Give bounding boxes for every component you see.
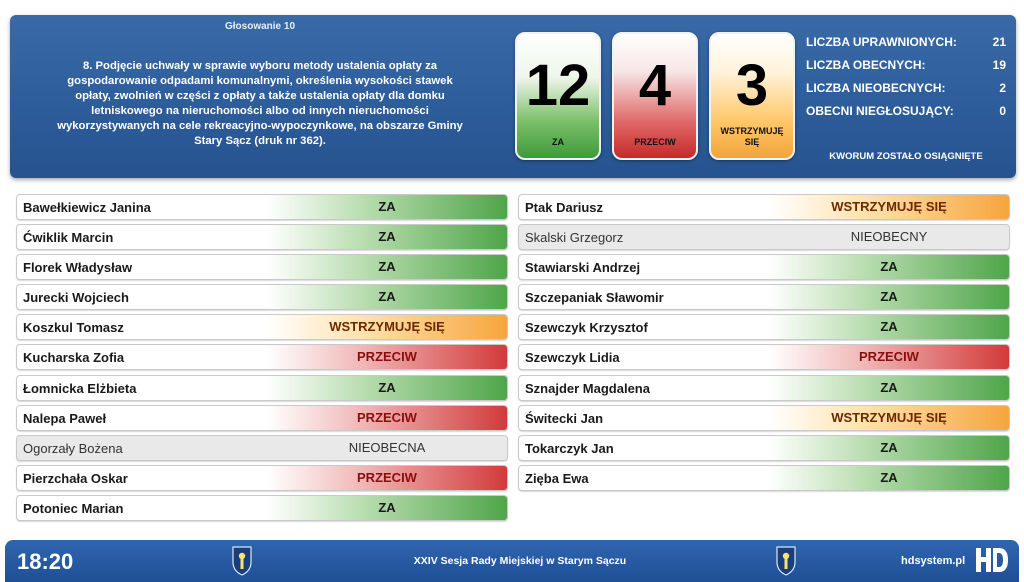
vote-value: ZA: [769, 376, 1009, 400]
stat-row: [806, 104, 1006, 127]
stat-value: 19: [992, 58, 1006, 72]
vote-value: WSTRZYMUJĘ SIĘ: [769, 195, 1009, 219]
vote-row: [518, 254, 1010, 280]
tally-wstrzymuje-count: 3: [735, 53, 769, 118]
vote-value: ZA: [769, 315, 1009, 339]
town-crest-icon: [231, 544, 253, 576]
councillor-name: Ogorzały Bożena: [23, 440, 123, 456]
councillor-name: Pierzchała Oskar: [23, 470, 128, 486]
vote-row: [518, 375, 1010, 401]
tally-przeciw-tile: [612, 32, 698, 160]
vote-row: [16, 495, 508, 521]
councillor-name: Florek Władysław: [23, 260, 133, 276]
stat-row: [806, 81, 1006, 104]
vote-row: [16, 344, 508, 370]
town-crest-icon: [775, 544, 797, 576]
councillor-name: Skalski Grzegorz: [525, 230, 624, 246]
stat-label: LICZBA UPRAWNIONYCH:: [806, 35, 957, 49]
vote-row: [16, 435, 508, 461]
votes-column-right: [518, 194, 1010, 495]
councillor-name: Łomnicka Elżbieta: [23, 380, 137, 396]
vote-row: [16, 314, 508, 340]
stat-label: LICZBA NIEOBECNYCH:: [806, 81, 946, 95]
vote-row: [518, 194, 1010, 220]
vote-row: [16, 375, 508, 401]
vote-row: [518, 435, 1010, 461]
councillor-name: Nalepa Paweł: [23, 410, 107, 426]
stat-row: [806, 35, 1006, 58]
stat-label: OBECNI NIEGŁOSUJĄCY:: [806, 104, 954, 118]
vote-row: [16, 405, 508, 431]
vote-value: ZA: [769, 255, 1009, 279]
vote-row: [518, 405, 1010, 431]
vote-value: ZA: [769, 466, 1009, 490]
councillor-name: Potoniec Marian: [23, 500, 124, 516]
vote-value: ZA: [267, 285, 507, 309]
councillor-name: Ćwiklik Marcin: [23, 230, 114, 246]
vote-row: [518, 465, 1010, 491]
vote-value: WSTRZYMUJĘ SIĘ: [267, 315, 507, 339]
tally-wstrzymuje-label: WSTRZYMUJĘ SIĘ: [720, 126, 784, 147]
stat-value: 0: [999, 104, 1006, 118]
councillor-name: Tokarczyk Jan: [525, 440, 614, 456]
vote-value: WSTRZYMUJĘ SIĘ: [769, 406, 1009, 430]
votes-column-left: [16, 194, 508, 525]
vote-value: PRZECIW: [267, 406, 507, 430]
councillor-name: Koszkul Tomasz: [23, 320, 124, 336]
motion-text: 8. Podjęcie uchwały w sprawie wyboru metody ustalenia opłaty za gospodarowanie odpadami komunalnymi, określenia wysokości stawek opłaty, zwolnień w części z opłaty a także ustalenia opłaty dla domku letniskowego na nieruchomości albo od innych nieruchomości wykorzystywanych na cele rekreacyjno-wypoczynkowe, na obszarze Gminy Stary Sącz (druk nr 362).: [57, 60, 463, 147]
stat-label: LICZBA OBECNYCH:: [806, 58, 926, 72]
brand-link: hdsystem.pl: [901, 555, 966, 567]
footer-bar: [5, 540, 1019, 582]
vote-row: [16, 224, 508, 250]
clock: 18:20: [17, 549, 74, 574]
councillor-name: Ptak Dariusz: [525, 200, 604, 215]
vote-value: ZA: [267, 255, 507, 279]
quorum-status: KWORUM ZOSTAŁO OSIĄGNIĘTE: [829, 151, 983, 162]
vote-row: [16, 465, 508, 491]
tally-przeciw-count: 4: [638, 53, 672, 118]
councillor-name: Bawełkiewicz Janina: [23, 200, 151, 215]
vote-value: NIEOBECNA: [348, 439, 426, 455]
vote-value: ZA: [769, 285, 1009, 309]
vote-value: PRZECIW: [769, 345, 1009, 369]
vote-value: ZA: [267, 195, 507, 219]
councillor-name: Świtecki Jan: [525, 410, 604, 426]
councillor-name: Kucharska Zofia: [23, 350, 125, 366]
vote-value: NIEOBECNY: [850, 229, 928, 245]
vote-row: [518, 314, 1010, 340]
tally-za-count: 12: [525, 53, 591, 118]
vote-value: ZA: [769, 436, 1009, 460]
councillor-name: Szewczyk Krzysztof: [525, 320, 648, 336]
vote-row: [16, 194, 508, 220]
vote-row: [16, 284, 508, 310]
councillor-name: Szewczyk Lidia: [525, 350, 620, 366]
vote-row: [16, 254, 508, 280]
vote-value: PRZECIW: [267, 466, 507, 490]
tally-przeciw-label: PRZECIW: [634, 137, 676, 147]
vote-row: [518, 284, 1010, 310]
vote-row: [518, 224, 1010, 250]
councillor-name: Stawiarski Andrzej: [525, 260, 641, 276]
vote-number: Głosowanie 10: [224, 21, 296, 32]
tally-za-tile: [515, 32, 601, 160]
vote-value: ZA: [267, 376, 507, 400]
vote-value: ZA: [267, 225, 507, 249]
hd-logo-icon: [975, 546, 1009, 574]
session-title: XXIV Sesja Rady Miejskiej w Starym Sączu: [413, 555, 627, 567]
councillor-name: Jurecki Wojciech: [23, 290, 129, 306]
attendance-stats: [806, 35, 1006, 127]
councillor-name: Zięba Ewa: [525, 470, 589, 486]
tally-wstrzymuje-tile: [709, 32, 795, 160]
stat-value: 21: [992, 35, 1006, 49]
stat-row: [806, 58, 1006, 81]
vote-value: ZA: [267, 496, 507, 520]
stat-value: 2: [999, 81, 1006, 95]
vote-value: PRZECIW: [267, 345, 507, 369]
councillor-name: Sznajder Magdalena: [525, 380, 650, 396]
tally-za-label: ZA: [552, 137, 564, 147]
vote-header-panel: [10, 15, 1016, 178]
vote-row: [518, 344, 1010, 370]
councillor-name: Szczepaniak Sławomir: [525, 290, 664, 306]
